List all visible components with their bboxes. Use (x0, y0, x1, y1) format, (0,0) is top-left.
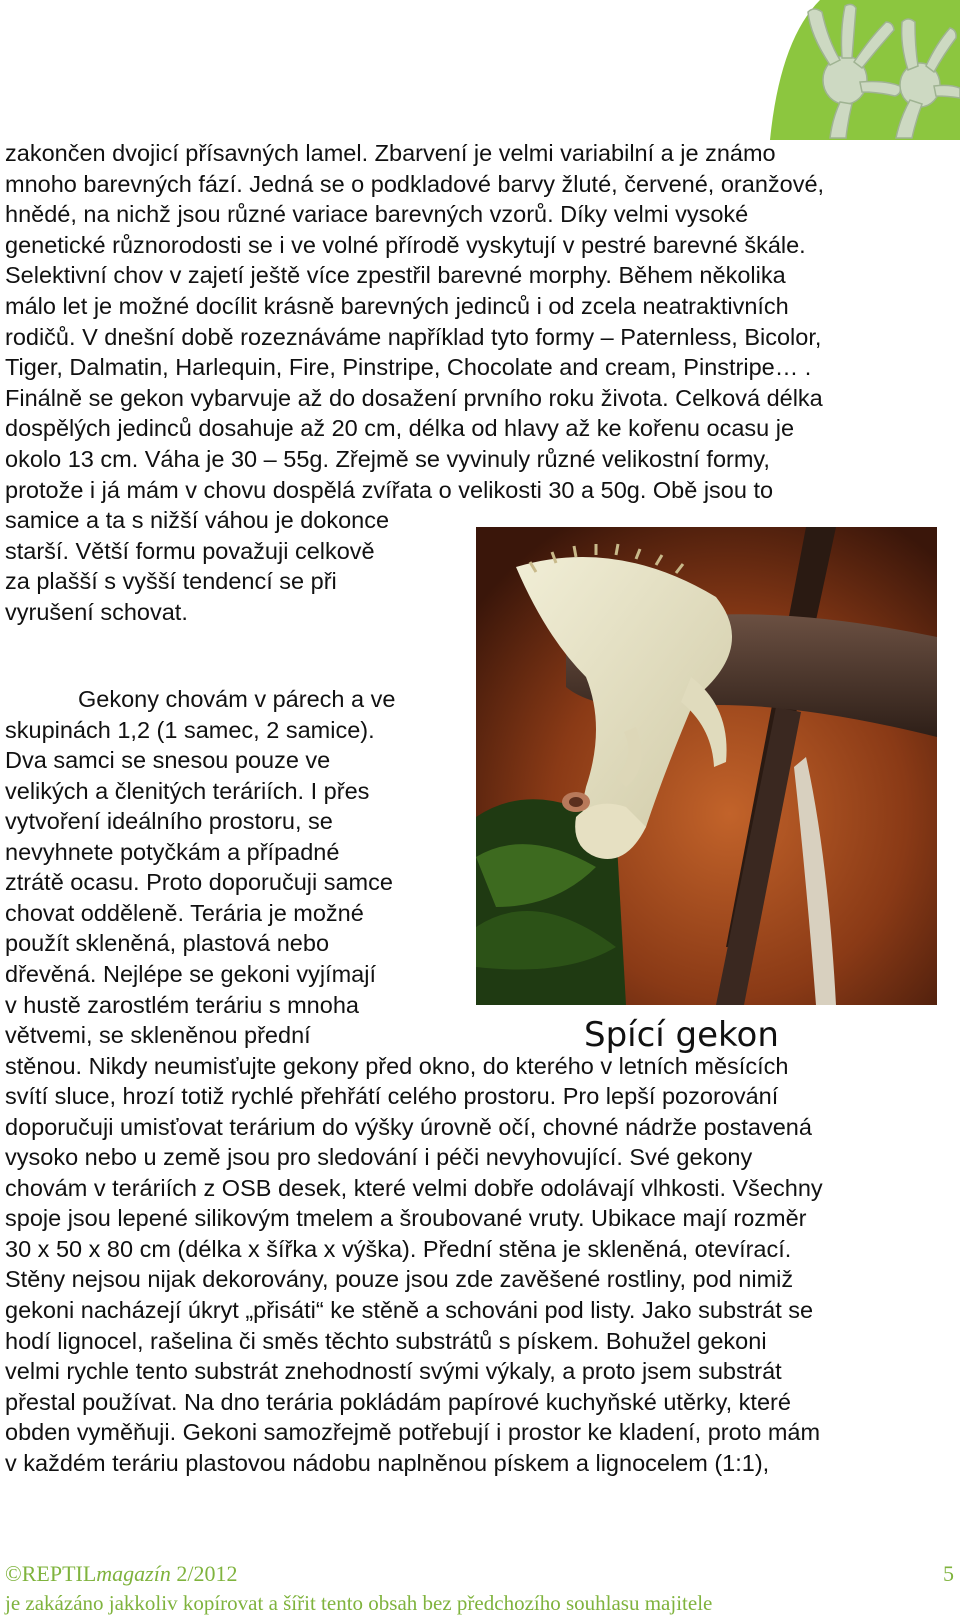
text-line: přestal používat. Na dno terária pokládám papírové kuchyňské utěrky, které (5, 1388, 791, 1415)
photo-caption: Spící gekon (584, 1015, 779, 1055)
text-line: Stěny nejsou nijak dekorovány, pouze jsou zde zavěšené rostliny, pod nimiž (5, 1266, 794, 1293)
text-line: hnědé, na nichž jsou různé variace barevných vzorů. Díky velmi vysoké (5, 201, 749, 228)
text-line: spoje jsou lepené silikovým tmelem a šroubované vruty. Ubikace mají rozměr (5, 1205, 807, 1232)
text-line: 30 x 50 x 80 cm (délka x šířka x výška). Přední stěna je skleněná, otevírací. (5, 1235, 792, 1262)
text-line: starší. Větší formu považuji celkově (5, 537, 375, 564)
text-line: málo let je možné docílit krásně barevných jedinců i od zcela neatraktivních (5, 293, 789, 319)
text-line: velikých a členitých teráriích. I přes (5, 777, 370, 804)
text-line: protože i já mám v chovu dospělá zvířata o velikosti 30 a 50g. Obě jsou to (5, 476, 774, 503)
copyright-brand: ©REPTIL (5, 1561, 97, 1586)
text-line: Gekony chovám v párech a ve (78, 686, 396, 712)
text-line: nevyhnete potyčkám a případné (5, 838, 340, 865)
text-line: v každém teráriu plastovou nádobu naplněnou pískem a lignocelem (1:1), (5, 1449, 770, 1476)
text-line: samice a ta s nižší váhou je dokonce (5, 507, 390, 534)
text-line: okolo 13 cm. Váha je 30 – 55g. Zřejmě se vyvinuly různé velikostní formy, (5, 446, 770, 472)
copyright-issue: 2/2012 (170, 1561, 238, 1586)
text-line: za plašší s vyšší tendencí se při (5, 568, 337, 595)
text-line: chovám v teráriích z OSB desek, které velmi dobře odolávají vlhkosti. Všechny (5, 1174, 823, 1201)
text-line: mnoho barevných fází. Jedná se o podkladové barvy žluté, červené, oranžové, (5, 170, 825, 197)
page-number: 5 (943, 1561, 954, 1586)
text-line: Tiger, Dalmatin, Harlequin, Fire, Pinstripe, Chocolate and cream, Pinstripe… . (5, 354, 812, 381)
text-line: Dva samci se snesou pouze ve (5, 747, 331, 774)
text-line: hodí lignocel, rašelina či směs těchto substrátů s pískem. Bohužel gekoni (5, 1327, 767, 1354)
text-line: vytvoření ideálního prostoru, se (5, 808, 333, 835)
text-line: větvemi, se skleněnou přední (5, 1022, 311, 1049)
text-line: rodičů. V dnešní době rozeznáváme například tyto formy – Paternless, Bicolor, (5, 323, 822, 350)
text-line: zakončen dvojicí přísavných lamel. Zbarvení je velmi variabilní a je známo (5, 140, 776, 166)
text-line: velmi rychle tento substrát znehodností svými výkaly, a proto jsem substrát (5, 1358, 782, 1385)
copyright-notice: je zakázáno jakkoliv kopírovat a šířit tento obsah bez předchozího souhlasu majitele (5, 1591, 713, 1615)
text-line: genetické různorodosti se i ve volné přírodě vyskytují v pestré barevné škále. (5, 231, 806, 258)
text-line: Selektivní chov v zajetí ještě více zpestřil barevné morphy. Během několika (5, 262, 786, 289)
text-line: obden vyměňuji. Gekoni samozřejmě potřebují i prostor ke kladení, proto mám (5, 1419, 821, 1446)
text-line: dřevěná. Nejlépe se gekoni vyjímají (5, 960, 376, 987)
text-line: dospělých jedinců dosahuje až 20 cm, délka od hlavy až ke kořenu ocasu je (5, 415, 795, 442)
text-line: ztrátě ocasu. Proto doporučuji samce (5, 869, 393, 896)
text-line: skupinách 1,2 (1 samec, 2 samice). (5, 716, 375, 743)
text-line: vyrušení schovat. (5, 599, 188, 625)
copyright-magazine: magazín (96, 1561, 171, 1586)
text-line: gekoni nacházejí úkryt „přisáti“ ke stěně a schováni pod listy. Jako substrát se (5, 1297, 814, 1323)
text-line: chovat odděleně. Terária je možné (5, 899, 364, 926)
text-line: stěnou. Nikdy neumisťujte gekony před okno, do kterého v letních měsících (5, 1052, 789, 1079)
text-line: použít skleněná, plastová nebo (5, 930, 330, 957)
text-line: doporučuji umisťovat terárium do výšky úrovně očí, chovné nádrže postavená (5, 1113, 812, 1140)
text-line: Finálně se gekon vybarvuje až do dosažení prvního roku života. Celková délka (5, 384, 823, 411)
gecko-feet-icon (750, 0, 960, 140)
text-line: vysoko nebo u země jsou pro sledování i péči nevyhovující. Své gekony (5, 1144, 753, 1171)
footer-copyright (5, 1561, 237, 1587)
text-line: v hustě zarostlém teráriu s mnoha (5, 991, 359, 1018)
text-line: svítí sluce, hrozí totiž rychlé přehřátí celého prostoru. Pro lepší pozorování (5, 1083, 779, 1110)
sleeping-gecko-photo (476, 527, 937, 1005)
